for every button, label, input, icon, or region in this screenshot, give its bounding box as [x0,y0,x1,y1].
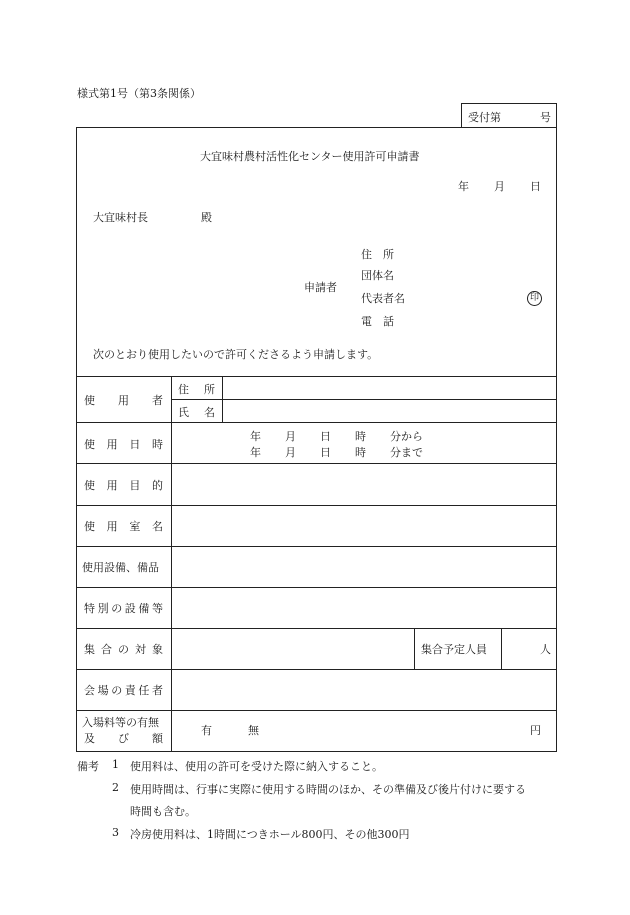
note-1-number: 1 [112,758,119,771]
datetime-label-char-1: 使 [84,438,95,451]
form-number: 様式第1号（第3条関係） [77,87,201,100]
datetime-label-char-3: 日 [129,438,141,451]
special-char-2: 別 [97,602,109,615]
note-3-number: 3 [112,826,119,839]
fee-no: 無 [248,724,259,737]
end-minute: 分まで [390,446,423,459]
form-title: 大宜味村農村活性化センター使用許可申請書 [200,150,420,163]
addressee-name: 大宜味村長 [93,211,148,224]
user-address-char-1: 住 [178,383,189,396]
user-label-char-3: 者 [152,394,163,407]
special-label [84,600,163,616]
fee-label-line1: 入場料等の有無 [82,716,159,729]
start-year: 年 [250,430,261,443]
date-month: 月 [494,180,505,193]
special-char-1: 特 [84,602,95,615]
fee-line2-char-1: 及 [84,732,95,745]
applicant-group-label: 団体名 [361,269,394,282]
room-char-1: 使 [84,520,95,533]
end-day: 日 [320,446,331,459]
receipt-suffix: 号 [540,111,551,124]
user-row-label [84,392,163,408]
addressee-honorific: 殿 [201,211,212,224]
note-1-text: 使用料は、使用の許可を受けた際に納入すること。 [130,760,383,773]
fee-unit: 円 [530,724,541,737]
expected-count-unit: 人 [540,643,551,656]
expected-count-label: 集合予定人員 [421,643,487,656]
special-char-3: の [111,602,123,615]
user-address-char-2: 所 [204,383,215,396]
fee-label-line2 [84,730,163,746]
purpose-label [84,477,163,493]
applicant-representative-label: 代表者名 [361,292,405,305]
target-char-5: 象 [152,643,163,656]
seal-mark: 印 [527,291,542,306]
target-char-2: 合 [101,643,112,656]
end-year: 年 [250,446,261,459]
user-name-char-1: 氏 [178,406,189,419]
manager-label [84,682,163,698]
date-day: 日 [530,180,541,193]
note-3-text: 冷房使用料は、1時間につきホール800円、その他300円 [130,828,410,841]
manager-char-6: 者 [151,684,163,697]
room-label [84,518,163,534]
fee-line2-char-2: び [118,732,129,745]
manager-char-5: 任 [138,684,150,697]
room-char-3: 室 [129,520,141,533]
note-2-text: 使用時間は、行事に実際に使用する時間のほか、その準備及び後片付けに要する [130,783,526,796]
start-minute: 分から [390,430,423,443]
datetime-label-char-4: 時 [151,438,163,451]
applicant-phone-label: 電 話 [361,315,394,328]
note-2-text-cont: 時間も含む。 [130,805,196,818]
target-char-3: の [118,643,129,656]
target-char-4: 対 [135,643,146,656]
target-label [84,641,163,657]
special-char-6: 等 [151,602,163,615]
user-name-label [178,404,215,420]
fee-yes: 有 [201,724,212,737]
room-char-2: 用 [106,520,118,533]
equipment-label: 使用設備、備品 [82,561,159,574]
user-address-label [178,381,215,397]
start-day: 日 [320,430,331,443]
purpose-char-2: 用 [106,479,118,492]
applicant-address-label: 住 所 [361,248,394,261]
purpose-char-3: 目 [129,479,141,492]
special-char-5: 備 [138,602,150,615]
room-char-4: 名 [151,520,163,533]
target-char-1: 集 [84,643,95,656]
manager-char-1: 会 [84,684,95,697]
request-text: 次のとおり使用したいので許可くださるよう申請します。 [93,348,379,361]
receipt-label: 受付第 [468,111,501,124]
purpose-char-4: 的 [151,479,163,492]
special-char-4: 設 [124,602,136,615]
user-label-char-2: 用 [118,394,129,407]
note-2-number: 2 [112,781,119,794]
fee-line2-char-3: 額 [152,732,163,745]
datetime-label [84,436,163,452]
datetime-label-char-2: 用 [106,438,118,451]
end-hour: 時 [355,446,366,459]
date-year: 年 [458,180,469,193]
start-hour: 時 [355,430,366,443]
purpose-char-1: 使 [84,479,95,492]
manager-char-2: 場 [97,684,109,697]
user-name-char-2: 名 [204,406,215,419]
manager-char-4: 責 [124,684,136,697]
applicant-label: 申請者 [304,281,337,294]
manager-char-3: の [111,684,123,697]
notes-label: 備考 [77,760,99,773]
end-month: 月 [285,446,296,459]
start-month: 月 [285,430,296,443]
user-label-char-1: 使 [84,394,95,407]
